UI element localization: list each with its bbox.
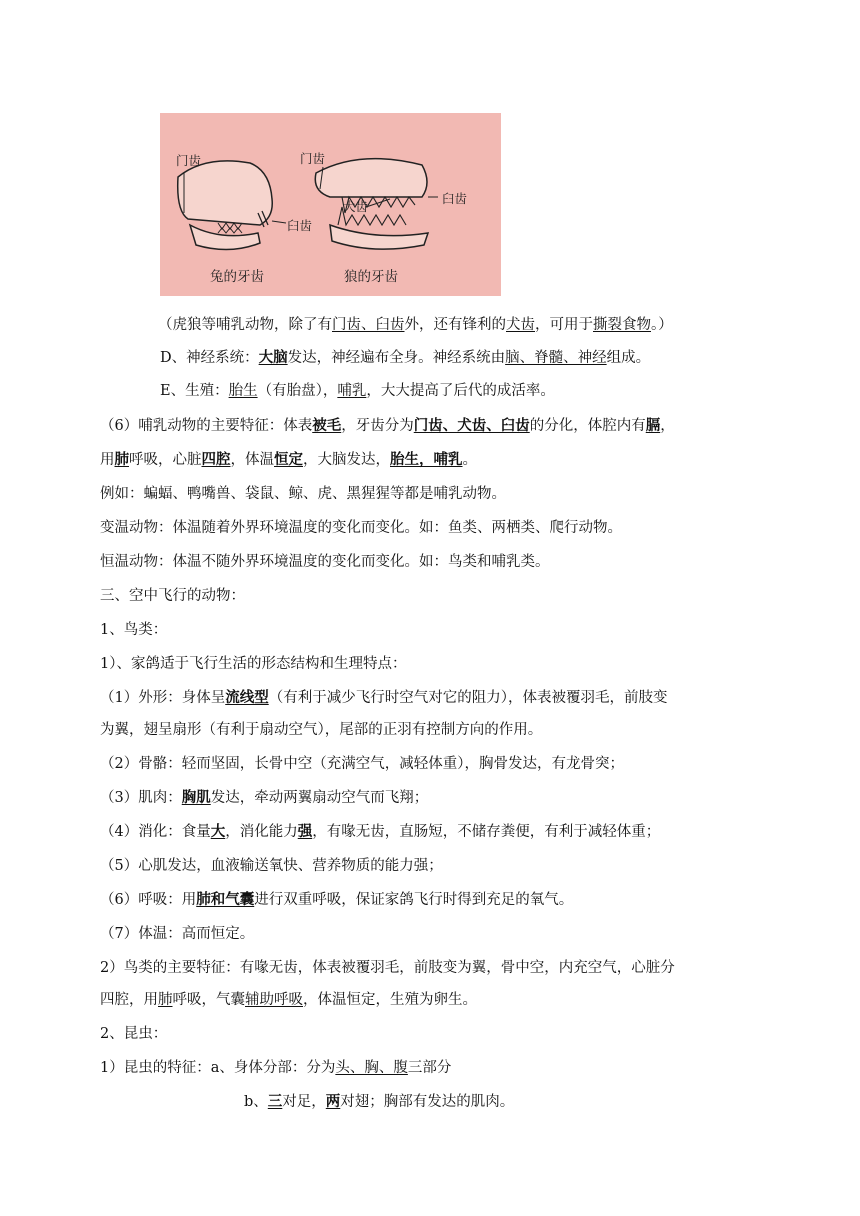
text: E、生殖： bbox=[160, 383, 229, 399]
text: ，大大提高了后代的成活率。 bbox=[366, 383, 555, 399]
key-term: 胎生 bbox=[228, 383, 258, 399]
wolf-molar-label: 臼齿 bbox=[442, 191, 468, 206]
text: 外，还有锋利的 bbox=[404, 317, 506, 333]
key-term: 哺乳 bbox=[337, 383, 367, 399]
rabbit-incisor-label: 门齿 bbox=[176, 153, 202, 168]
pigeon-temperature: （7）体温：高而恒定。 bbox=[100, 926, 255, 942]
text: 进行双重呼吸，保证家鸽飞行时得到充足的氧气。 bbox=[254, 892, 574, 908]
pigeon-adaptations-heading: 1）、家鸽适于飞行生活的形态结构和生理特点： bbox=[100, 656, 407, 672]
key-term: 胸肌 bbox=[181, 789, 211, 806]
tiger-wolf-note bbox=[158, 315, 673, 335]
text: （有胎盘）， bbox=[257, 383, 338, 399]
text: ，消化能力 bbox=[225, 824, 298, 840]
key-term: 辅助呼吸 bbox=[245, 992, 303, 1008]
nervous-system-line bbox=[160, 348, 650, 368]
text: 用 bbox=[100, 452, 115, 468]
ectotherm-definition: 变温动物：体温随着外界环境温度的变化而变化。如：鱼类、两栖类、爬行动物。 bbox=[100, 520, 622, 536]
key-term: 门齿、臼齿 bbox=[332, 317, 405, 333]
key-term: 流线型 bbox=[225, 689, 269, 706]
text: （6）哺乳动物的主要特征：体表 bbox=[100, 418, 313, 434]
key-term: 被毛 bbox=[312, 417, 342, 434]
key-term: 肺和气囊 bbox=[196, 891, 255, 908]
key-term: 犬齿 bbox=[506, 317, 535, 333]
text: 。） bbox=[651, 317, 673, 333]
text: 。 bbox=[462, 452, 477, 468]
text: （3）肌肉： bbox=[100, 790, 182, 806]
text: 三部分 bbox=[407, 1060, 452, 1076]
subheading-birds: 1、鸟类： bbox=[100, 622, 168, 638]
mammal-features-line-1 bbox=[100, 416, 675, 436]
mammal-examples: 例如：蝙蝠、鸭嘴兽、袋鼠、鲸、虎、黑猩猩等都是哺乳动物。 bbox=[100, 486, 506, 502]
key-term: 胎生，哺乳 bbox=[390, 451, 463, 468]
bird-features-line-1: 2）鸟类的主要特征：有喙无齿，体表被覆羽毛，前肢变为翼，骨中空，内充空气，心脏分 bbox=[100, 960, 675, 976]
teeth-figure bbox=[160, 113, 501, 296]
key-term: 脑、脊髓、神经 bbox=[505, 350, 607, 366]
text: D、神经系统： bbox=[160, 350, 259, 366]
wolf-caption: 狼的牙齿 bbox=[344, 269, 398, 285]
key-term: 膈 bbox=[645, 417, 661, 434]
text: 发达，牵动两翼扇动空气而飞翔； bbox=[210, 790, 429, 806]
key-term: 强 bbox=[297, 823, 313, 840]
rabbit-molar-label: 臼齿 bbox=[287, 218, 313, 233]
reproduction-line bbox=[160, 381, 555, 401]
insect-features-line-1 bbox=[100, 1058, 451, 1078]
section-heading-flying: 三、空中飞行的动物： bbox=[100, 588, 245, 604]
key-term: 大脑 bbox=[258, 349, 288, 366]
pigeon-shape-line-2: 为翼，翅呈扇形（有利于扇动空气），尾部的正羽有控制方向的作用。 bbox=[100, 722, 543, 738]
text: 呼吸，气囊 bbox=[172, 992, 245, 1008]
key-term: 撕裂食物 bbox=[593, 317, 651, 333]
pigeon-muscle bbox=[100, 788, 428, 808]
wolf-incisor-label: 门齿 bbox=[300, 151, 326, 166]
key-term: 大 bbox=[210, 823, 226, 840]
pigeon-respiration bbox=[100, 890, 573, 910]
text: 对足， bbox=[282, 1094, 326, 1110]
text: 呼吸，心脏 bbox=[129, 452, 202, 468]
key-term: 头、胸、腹 bbox=[335, 1060, 408, 1076]
key-term: 肺 bbox=[158, 992, 173, 1008]
key-term: 恒定 bbox=[274, 451, 303, 468]
pigeon-digestion bbox=[100, 822, 660, 842]
text: ，体温恒定，生殖为卵生。 bbox=[303, 992, 477, 1008]
text: ，可用于 bbox=[535, 317, 593, 333]
bird-features-line-2 bbox=[100, 990, 477, 1010]
text: （1）外形：身体呈 bbox=[100, 690, 226, 706]
pigeon-shape-line-1 bbox=[100, 688, 667, 708]
text: 1）昆虫的特征：a、身体分部：分为 bbox=[100, 1060, 336, 1076]
key-term: 两 bbox=[325, 1093, 341, 1110]
mammal-features-line-2 bbox=[100, 450, 477, 470]
text: 四腔，用 bbox=[100, 992, 158, 1008]
key-term: 门齿、犬齿、臼齿 bbox=[413, 417, 530, 434]
text: 的分化，体腔内有 bbox=[529, 418, 646, 434]
wolf-canine-label: 犬齿 bbox=[343, 199, 369, 214]
pigeon-heart: （5）心肌发达，血液输送氧快、营养物质的能力强； bbox=[100, 858, 443, 874]
insect-features-line-2 bbox=[244, 1092, 514, 1112]
text: （虎狼等哺乳动物，除了有 bbox=[158, 317, 332, 333]
text: ，体温 bbox=[230, 452, 274, 468]
key-term: 四腔 bbox=[201, 451, 231, 468]
text: b、 bbox=[244, 1094, 268, 1110]
text: 发达，神经遍布全身。神经系统由 bbox=[287, 350, 506, 366]
endotherm-definition: 恒温动物：体温不随外界环境温度的变化而变化。如：鸟类和哺乳类。 bbox=[100, 554, 550, 570]
rabbit-caption: 兔的牙齿 bbox=[210, 269, 264, 285]
key-term: 肺 bbox=[114, 451, 129, 468]
text: （4）消化：食量 bbox=[100, 824, 211, 840]
subheading-insects: 2、昆虫： bbox=[100, 1026, 168, 1042]
text: ，大脑发达， bbox=[303, 452, 390, 468]
text: ， bbox=[660, 418, 675, 434]
key-term: 三 bbox=[267, 1093, 283, 1110]
text: 组成。 bbox=[606, 350, 651, 366]
text: ，牙齿分为 bbox=[341, 418, 414, 434]
text: 对翅；胸部有发达的肌肉。 bbox=[340, 1094, 515, 1110]
pigeon-skeleton: （2）骨骼：轻而坚固，长骨中空（充满空气，减轻体重），胸骨发达，有龙骨突； bbox=[100, 756, 624, 772]
text: （6）呼吸：用 bbox=[100, 892, 197, 908]
text: （有利于减少飞行时空气对它的阻力），体表被覆羽毛，前肢变 bbox=[268, 690, 668, 706]
text: ，有喙无齿，直肠短，不储存粪便，有利于减轻体重； bbox=[312, 824, 661, 840]
